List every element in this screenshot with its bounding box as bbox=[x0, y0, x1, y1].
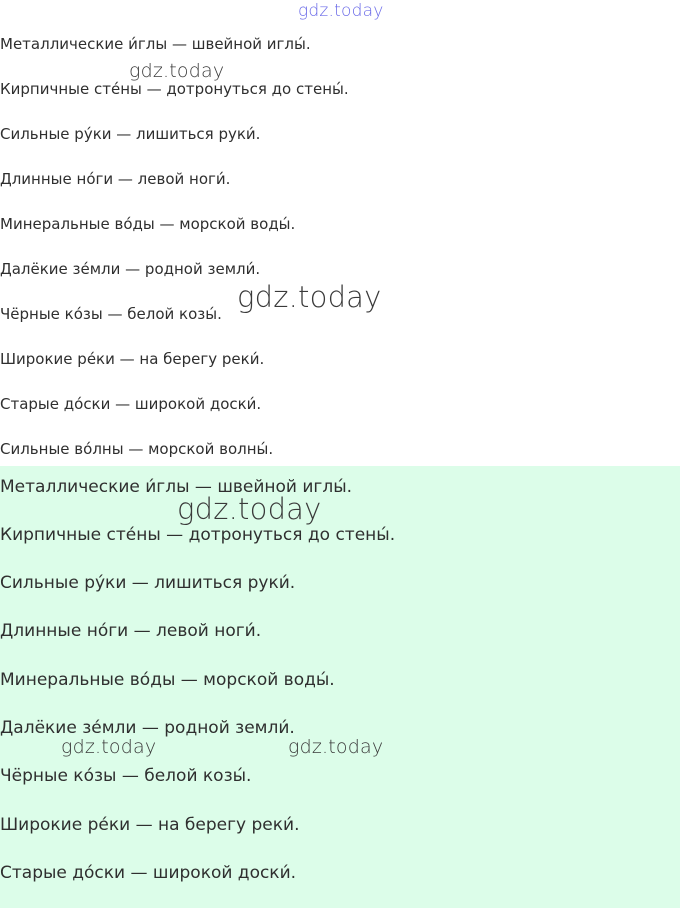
watermark: gdz.today bbox=[177, 492, 322, 526]
text-line: Далёкие зе́мли — родной земли́. bbox=[0, 718, 295, 738]
watermark: gdz.today bbox=[61, 736, 157, 758]
text-line: Кирпичные сте́ны — дотронуться до стены́. bbox=[0, 525, 396, 545]
text-line: Металлические и́глы — швейной иглы́. bbox=[0, 35, 311, 53]
text-line: Кирпичные сте́ны — дотронуться до стены́. bbox=[0, 80, 349, 98]
second-answer-block bbox=[0, 466, 680, 908]
text-line: Широкие ре́ки — на берегу реки́. bbox=[0, 815, 300, 835]
text-line: Старые до́ски — широкой доски́. bbox=[0, 863, 297, 883]
text-line: Старые до́ски — широкой доски́. bbox=[0, 395, 262, 413]
text-line: Широкие ре́ки — на берегу реки́. bbox=[0, 350, 265, 368]
text-line: Чёрные ко́зы — белой козы́. bbox=[0, 305, 222, 323]
text-line: Минеральные во́ды — морской воды́. bbox=[0, 215, 296, 233]
text-line: Длинные но́ги — левой ноги́. bbox=[0, 621, 262, 641]
text-line: Сильные ру́ки — лишиться руки́. bbox=[0, 125, 261, 143]
text-line: Минеральные во́ды — морской воды́. bbox=[0, 670, 335, 690]
text-line: Длинные но́ги — левой ноги́. bbox=[0, 170, 231, 188]
text-line: Сильные ру́ки — лишиться руки́. bbox=[0, 573, 296, 593]
text-line: Далёкие зе́мли — родной земли́. bbox=[0, 260, 261, 278]
watermark: gdz.today bbox=[288, 736, 384, 758]
watermark: gdz.today bbox=[237, 280, 382, 314]
text-line: Металлические и́глы — швейной иглы́. bbox=[0, 477, 353, 497]
text-line: Чёрные ко́зы — белой козы́. bbox=[0, 766, 252, 786]
watermark: gdz.today bbox=[298, 1, 384, 21]
watermark: gdz.today bbox=[129, 60, 225, 82]
text-line: Сильные во́лны — морской волны́. bbox=[0, 440, 274, 458]
